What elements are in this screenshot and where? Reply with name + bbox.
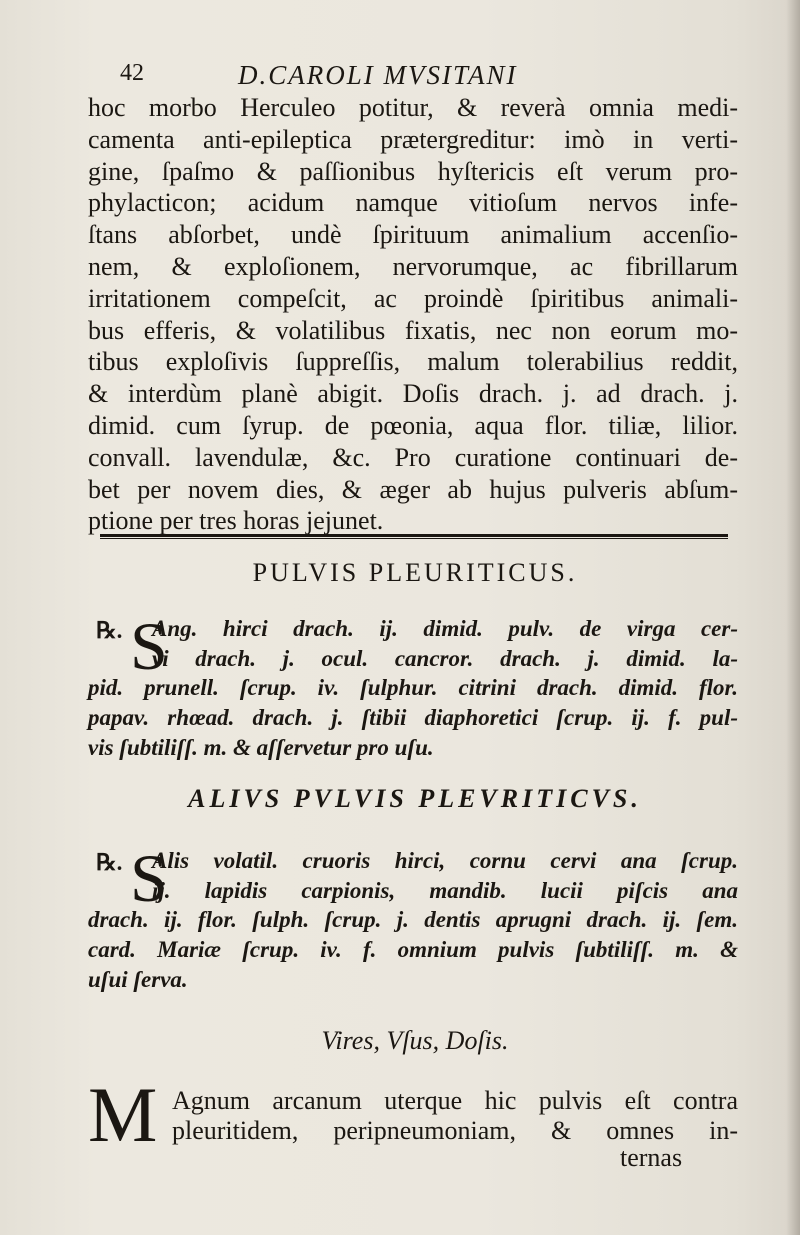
text-line: convall. lavendulæ, &c. Pro curatione continuari de-	[88, 442, 738, 472]
recipe-symbol: ℞.	[96, 850, 123, 875]
recipe-line: card. Mariæ ſcrup. iv. f. omnium pulvis ſubtiliſſ. m. &	[88, 937, 738, 963]
text-line: bus efferis, & volatilibus fixatis, nec non eorum mo-	[88, 315, 738, 345]
text-line: tibus exploſivis ſuppreſſis, malum tolerabilius reddit,	[88, 347, 738, 377]
text-line: phylacticon; acidum namque vitioſum nervos infe-	[88, 188, 738, 218]
text-line: & interdùm planè abigit. Doſis drach. j. ad drach. j.	[88, 379, 738, 409]
drop-cap-s: S	[130, 608, 168, 684]
text-line: nem, & exploſionem, nervorumque, ac fibrillarum	[88, 251, 738, 281]
page-header	[120, 60, 720, 94]
text-line: pleuritidem, peripneumoniam, & omnes in-	[172, 1116, 738, 1145]
recipe-line: Ang. hirci drach. ij. dimid. pulv. de virga cer-	[152, 616, 738, 641]
section-divider-rule	[100, 534, 728, 539]
section-title-alius-pulvis: ALIVS PVLVIS PLEVRITICVS.	[188, 784, 642, 813]
recipe-alius-pulvis	[88, 840, 738, 995]
text-line: dimid. cum ſyrup. de pœonia, aqua flor. tiliæ, lilior.	[88, 410, 738, 440]
text-line: bet per novem dies, & æger ab hujus pulveris abſum-	[88, 474, 738, 504]
text-line: hoc morbo Herculeo potitur, & reverà omnia medi-	[88, 93, 738, 122]
text-line: Agnum arcanum uterque hic pulvis eſt contra	[172, 1086, 738, 1115]
running-head: D.CAROLI MVSITANI	[238, 60, 518, 90]
recipe-line: papav. rhœad. drach. j. ſtibii diaphoretici ſcrup. ij. f. pul-	[88, 705, 738, 731]
recipe-line: Alis volatil. cruoris hirci, cornu cervi ana ſcrup.	[152, 848, 738, 873]
recipe-line: pid. prunell. ſcrup. iv. ſulphur. citrini drach. dimid. flor.	[88, 675, 738, 701]
recipe-line: vi drach. j. ocul. cancror. drach. j. dimid. la-	[152, 645, 738, 671]
section-title-pulvis-pleuriticus: PULVIS PLEURITICUS.	[252, 558, 578, 587]
drop-cap-s: S	[130, 840, 168, 916]
page-number: 42	[120, 60, 144, 86]
text-line: ſtans abſorbet, undè ſpirituum animalium accenſio-	[88, 220, 738, 250]
page-edge-shadow	[786, 0, 800, 1235]
text-line: camenta anti-epileptica prætergreditur: imò in verti-	[88, 124, 738, 154]
main-text-block	[88, 92, 738, 537]
subheading-vires-usus-dosis: Vires, Vſus, Doſis.	[321, 1026, 509, 1055]
recipe-line: ij. lapidis carpionis, mandib. lucii piſcis ana	[152, 877, 738, 903]
text-line: gine, ſpaſmo & paſſionibus hyſtericis eſt verum pro-	[88, 156, 738, 186]
recipe-line: drach. ij. flor. ſulph. ſcrup. j. dentis aprugni drach. ij. ſem.	[88, 907, 738, 933]
text-line: irritationem compeſcit, ac proindè ſpiritibus animali-	[88, 283, 738, 313]
catchword: ternas	[620, 1143, 683, 1172]
recipe-symbol: ℞.	[96, 618, 123, 643]
recipe-line: uſui ſerva.	[88, 966, 188, 992]
recipe-line: vis ſubtiliſſ. m. & aſſervetur pro uſu.	[88, 734, 434, 760]
recipe-pulvis-pleuriticus	[88, 608, 738, 763]
drop-cap-m: M	[88, 1071, 158, 1158]
text-line: ptione per tres horas jejunet.	[88, 506, 384, 536]
